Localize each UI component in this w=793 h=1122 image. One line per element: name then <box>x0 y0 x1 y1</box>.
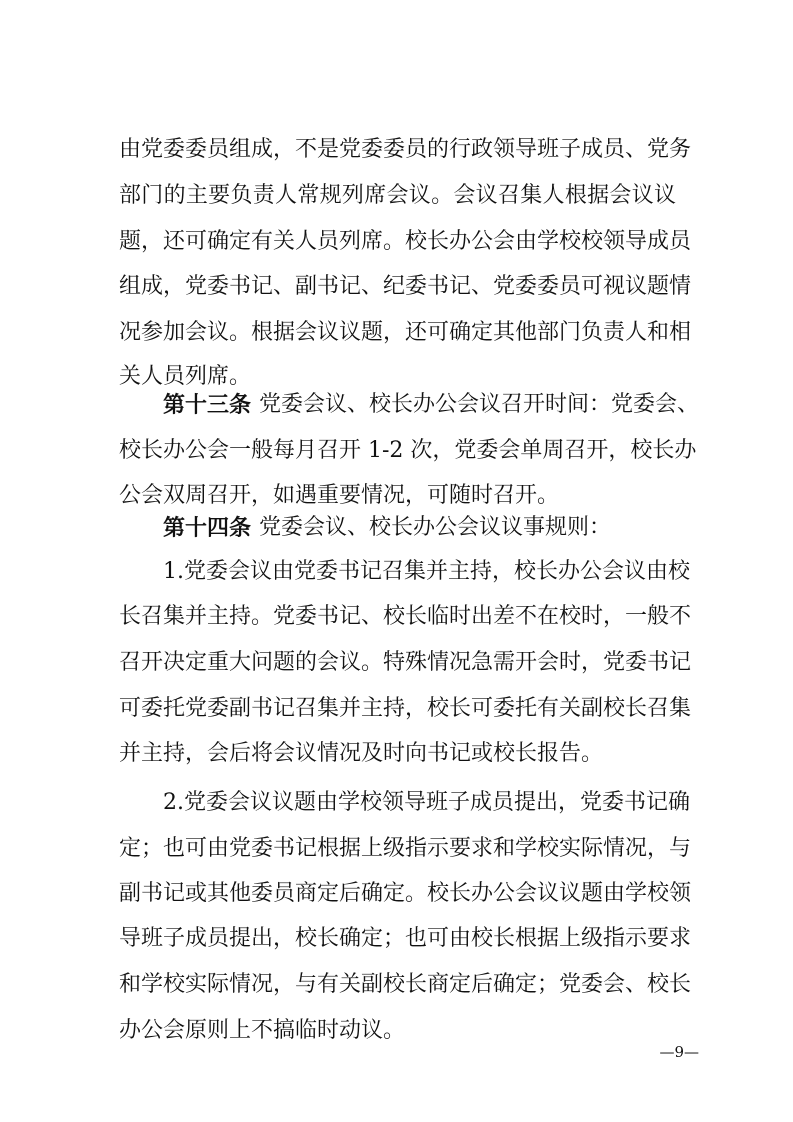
line-text: 题，还可确定有关人员列席。校长办公会由学校校领导成员 <box>119 229 692 254</box>
paragraph-line <box>0 874 793 914</box>
line-text: 校长办公会一般每月召开 1-2 次，党委会单周召开，校长办 <box>119 438 697 463</box>
paragraph-line <box>0 965 793 1005</box>
line-text: 公会双周召开，如遇重要情况，可随时召开。 <box>119 483 560 508</box>
paragraph-line <box>0 689 793 729</box>
paragraph-line <box>0 783 793 823</box>
article-line <box>0 385 793 425</box>
line-text: 召开决定重大问题的会议。特殊情况急需开会时，党委书记 <box>119 650 692 675</box>
paragraph-line <box>0 919 793 959</box>
line-text: 办公会原则上不搞临时动议。 <box>119 1018 406 1043</box>
line-text: 况参加会议。根据会议议题，还可确定其他部门负责人和相 <box>119 320 692 345</box>
line-text: 部门的主要负责人常规列席会议。会议召集人根据会议议 <box>119 183 676 208</box>
line-text: 长召集并主持。党委书记、校长临时出差不在校时，一般不 <box>119 604 692 629</box>
paragraph-line <box>0 643 793 683</box>
article-label: 第十三条 <box>163 392 252 418</box>
paragraph-line <box>0 734 793 774</box>
paragraph-line <box>0 130 793 170</box>
line-text: 党委会议、校长办公会议议事规则： <box>259 515 612 540</box>
paragraph-line <box>0 829 793 869</box>
paragraph-line <box>0 176 793 216</box>
paragraph-line <box>0 313 793 353</box>
paragraph-line <box>0 597 793 637</box>
line-text: 由党委委员组成，不是党委委员的行政领导班子成员、党务 <box>119 137 692 162</box>
line-text: 1.党委会议由党委书记召集并主持，校长办公会议由校 <box>163 559 690 584</box>
line-text: 和学校实际情况，与有关副校长商定后确定；党委会、校长 <box>119 972 692 997</box>
line-text: 副书记或其他委员商定后确定。校长办公会议议题由学校领 <box>119 881 692 906</box>
paragraph-line <box>0 222 793 262</box>
page-number: —9— <box>659 1043 699 1061</box>
line-text: 并主持，会后将会议情况及时向书记或校长报告。 <box>119 741 604 766</box>
line-text: 2.党委会议议题由学校领导班子成员提出，党委书记确 <box>163 790 690 815</box>
line-text: 定；也可由党委书记根据上级指示要求和学校实际情况，与 <box>119 836 692 861</box>
line-text: 关人员列席。 <box>119 364 252 389</box>
article-line <box>0 508 793 548</box>
line-text: 导班子成员提出，校长确定；也可由校长根据上级指示要求 <box>119 926 692 951</box>
article-label: 第十四条 <box>163 515 252 541</box>
line-text: 可委托党委副书记召集并主持，校长可委托有关副校长召集 <box>119 696 692 721</box>
paragraph-line <box>0 431 793 471</box>
line-text: 党委会议、校长办公会议召开时间：党委会、 <box>259 392 700 417</box>
paragraph-line <box>0 552 793 592</box>
paragraph-line <box>0 267 793 307</box>
line-text: 组成，党委书记、副书记、纪委书记、党委委员可视议题情 <box>119 274 692 299</box>
